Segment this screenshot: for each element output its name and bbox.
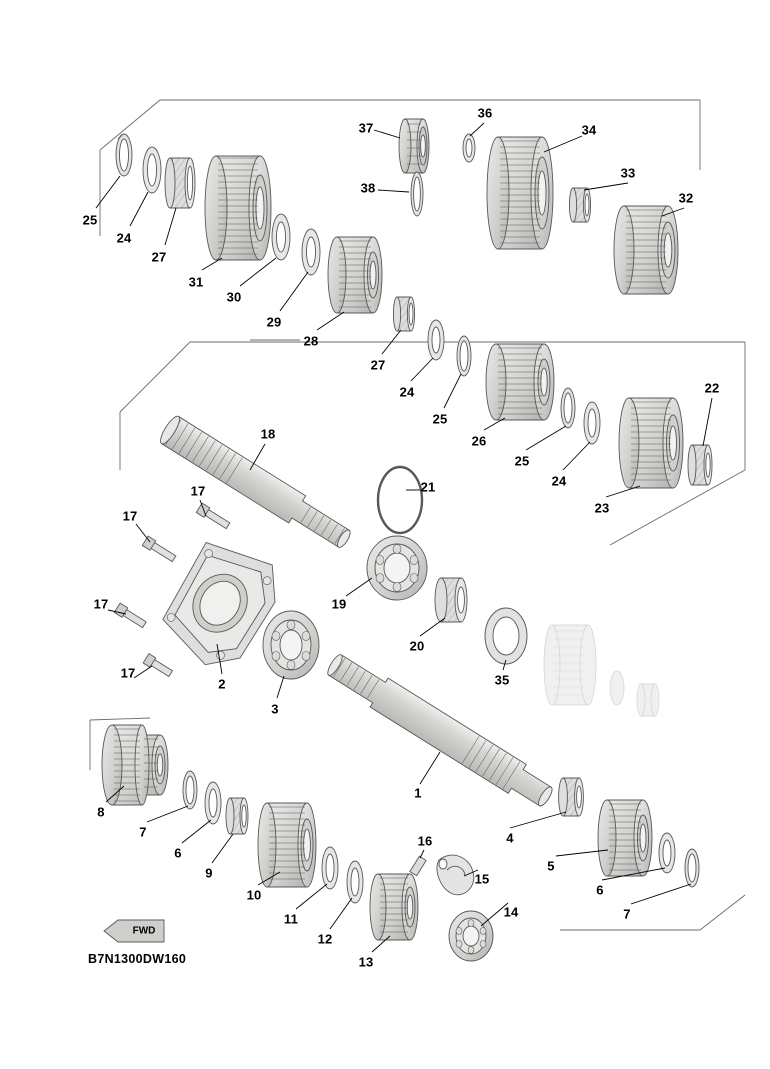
callout-number: 29 — [266, 314, 282, 330]
callout-number: 28 — [303, 333, 319, 349]
callout-number: 37 — [358, 120, 374, 136]
callout-number: 31 — [188, 274, 204, 290]
callout-number: 18 — [260, 426, 276, 442]
callout-number: 27 — [370, 357, 386, 373]
callout-number: 25 — [82, 212, 98, 228]
callout-number: 5 — [547, 858, 555, 874]
callout-number: 17 — [93, 596, 109, 612]
callout-number: 34 — [581, 122, 597, 138]
callout-number: 4 — [506, 830, 514, 846]
callout-number: 16 — [417, 833, 433, 849]
part-code: B7N1300DW160 — [88, 952, 187, 966]
callout-number: 1 — [414, 785, 422, 801]
callout-number: 11 — [283, 911, 299, 927]
callout-number: 7 — [139, 824, 147, 840]
callout-number: 23 — [594, 500, 610, 516]
callout-number: 12 — [317, 931, 333, 947]
callout-number: 19 — [331, 596, 347, 612]
callout-number: 20 — [409, 638, 425, 654]
callout-number: 15 — [474, 871, 490, 887]
callout-number: 3 — [271, 701, 279, 717]
callout-number: 33 — [620, 165, 636, 181]
callout-number: 36 — [477, 105, 493, 121]
callout-number: 24 — [399, 384, 415, 400]
callout-number: 6 — [174, 845, 182, 861]
callout-number: 26 — [471, 433, 487, 449]
callout-number: 27 — [151, 249, 167, 265]
callout-number: 21 — [420, 479, 436, 495]
callout-number: 35 — [494, 672, 510, 688]
callout-number: 24 — [116, 230, 132, 246]
callout-number: 25 — [514, 453, 530, 469]
callout-number: 8 — [97, 804, 105, 820]
callout-number: 17 — [120, 665, 136, 681]
callout-number: 32 — [678, 190, 694, 206]
callout-number: 10 — [246, 887, 262, 903]
callout-number: 24 — [551, 473, 567, 489]
callout-number: 22 — [704, 380, 720, 396]
callout-number: 13 — [358, 954, 374, 970]
fwd-label: FWD — [132, 925, 156, 937]
callout-number: 38 — [360, 180, 376, 196]
callout-number: 6 — [596, 882, 604, 898]
callout-number: 17 — [190, 483, 206, 499]
callout-number: 7 — [623, 906, 631, 922]
callout-number: 17 — [122, 508, 138, 524]
callout-number: 9 — [205, 865, 213, 881]
callout-number: 30 — [226, 289, 242, 305]
callout-number: 25 — [432, 411, 448, 427]
callout-number: 2 — [218, 676, 226, 692]
callout-number: 14 — [503, 904, 519, 920]
